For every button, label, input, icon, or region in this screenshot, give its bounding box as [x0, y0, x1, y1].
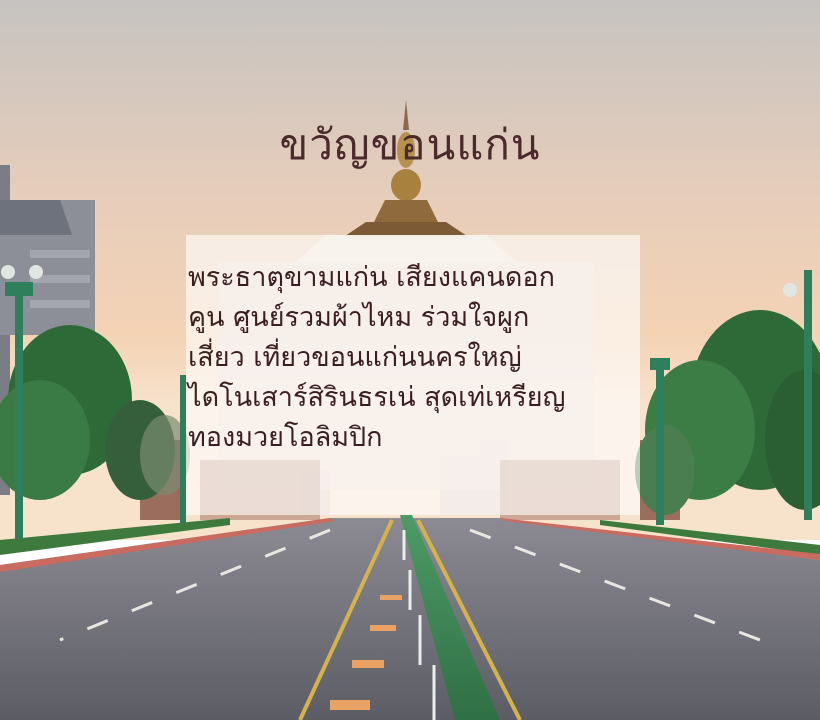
verse-line: พระธาตุขามแก่น เสียงแคนดอก — [188, 262, 555, 293]
verse-line: ทองมวยโอลิมปิก — [188, 422, 383, 453]
verse-line: เสี่ยว เที่ยวขอนแก่นนครใหญ่ — [188, 342, 522, 373]
verse-text — [188, 258, 640, 458]
verse-line: ไดโนเสาร์สิรินธรเน่ สุดเท่เหรียญ — [188, 382, 566, 413]
verse-line: คูน ศูนย์รวมผ้าไหม ร่วมใจผูก — [188, 302, 530, 333]
page-title: ขวัญขอนแก่น — [279, 120, 541, 169]
